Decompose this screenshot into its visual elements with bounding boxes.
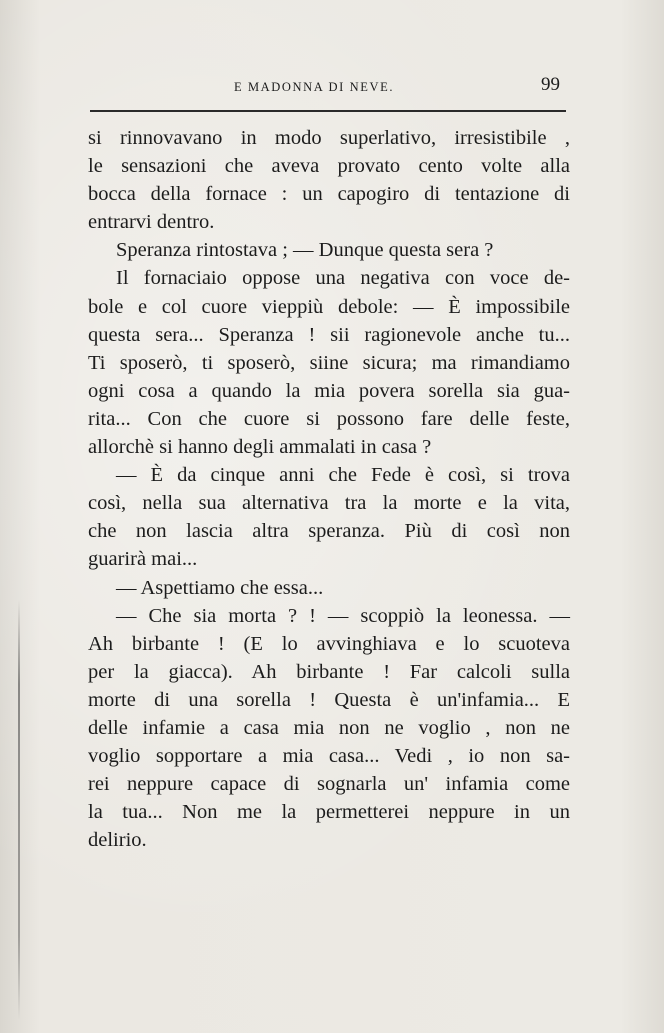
- text-line: Il fornaciaio oppose una negativa con voce de-: [116, 267, 570, 290]
- text-line: delirio.: [88, 829, 147, 852]
- text-line: voglio sopportare a mia casa... Vedi , io non sa-: [88, 745, 570, 768]
- text-line: ogni cosa a quando la mia povera sorella sia gua-: [88, 379, 570, 402]
- running-head: E MADONNA DI NEVE.: [234, 80, 395, 94]
- text-line: la tua... Non me la permetterei neppure in un: [88, 801, 570, 824]
- header-rule: [90, 110, 566, 112]
- text-line: così, nella sua alternativa tra la morte e la vita,: [88, 492, 570, 515]
- text-line: — È da cinque anni che Fede è così, si trova: [116, 464, 570, 487]
- text-line: allorchè si hanno degli ammalati in casa ?: [88, 436, 432, 459]
- text-line: entrarvi dentro.: [88, 211, 215, 234]
- text-line: le sensazioni che aveva provato cento volte alla: [88, 155, 570, 178]
- text-line: rei neppure capace di sognarla un' infamia come: [88, 773, 570, 796]
- text-line: — Aspettiamo che essa...: [116, 576, 324, 599]
- text-line: bocca della fornace : un capogiro di tentazione di: [88, 183, 570, 206]
- text-line: guarirà mai...: [88, 548, 198, 571]
- text-line: morte di una sorella ! Questa è un'infamia... E: [88, 688, 570, 711]
- text-line: Ti sposerò, ti sposerò, siine sicura; ma rimandiamo: [88, 351, 570, 374]
- text-line: si rinnovavano in modo superlativo, irresistibile ,: [88, 127, 570, 149]
- text-line: bole e col cuore vieppiù debole: — È impossibile: [88, 295, 570, 318]
- text-line: questa sera... Speranza ! sii ragionevole anche tu...: [88, 323, 570, 346]
- page-edge-shadow: [18, 600, 20, 1020]
- page-number: 99: [541, 74, 560, 95]
- text-line: rita... Con che cuore si possono fare delle feste,: [88, 407, 570, 430]
- text-line: per la giacca). Ah birbante ! Far calcoli sulla: [88, 660, 570, 683]
- text-line: Ah birbante ! (E lo avvinghiava e lo scuoteva: [88, 632, 570, 655]
- text-line: delle infamie a casa mia non ne voglio , non ne: [88, 716, 570, 739]
- text-line: Speranza rintostava ; — Dunque questa sera ?: [116, 239, 494, 262]
- text-line: che non lascia altra speranza. Più di così non: [88, 520, 570, 543]
- page-header: [88, 74, 566, 104]
- body-text: [88, 124, 570, 854]
- text-line: — Che sia morta ? ! — scoppiò la leonessa. —: [116, 604, 570, 627]
